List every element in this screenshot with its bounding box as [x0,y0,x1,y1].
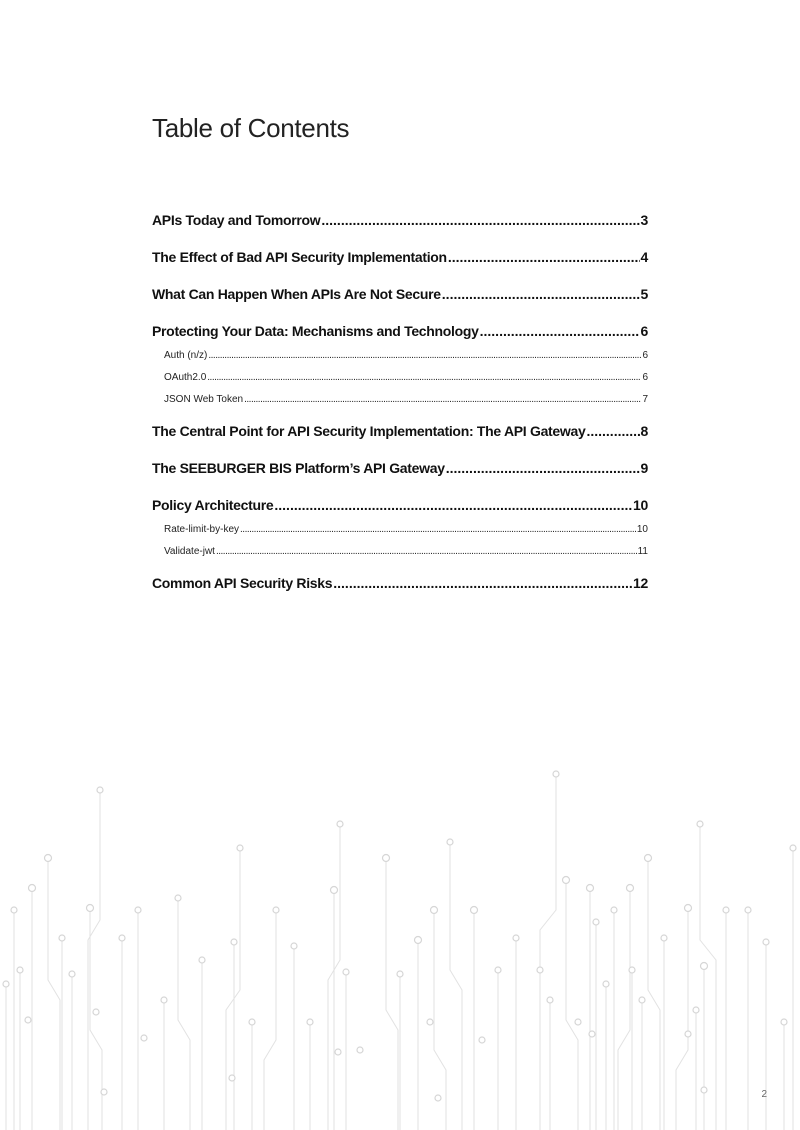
toc-entry[interactable] [152,460,648,482]
toc-subentry-page: 11 [637,546,648,557]
toc-entry-label: APIs Today and Tomorrow [152,212,321,228]
toc-dot-leader [480,323,640,339]
toc-subentry[interactable] [152,546,648,563]
toc-dot-leader [446,460,640,476]
toc-entry[interactable] [152,286,648,308]
toc-subentry[interactable] [152,524,648,541]
toc-dot-leader [240,524,636,535]
toc-subentry-label: Validate-jwt [164,546,215,557]
toc-entry-label: The Effect of Bad API Security Implementation [152,249,447,265]
toc-subentry[interactable] [152,350,648,367]
toc-dot-leader [321,212,639,228]
toc-subentry-page: 7 [642,394,648,405]
toc-subentry[interactable] [152,394,648,411]
toc-subentry-label: Auth (n/z) [164,350,208,361]
toc-dot-leader [448,249,640,265]
toc-subentry-label: OAuth2.0 [164,372,207,383]
toc-entry-label: Policy Architecture [152,497,274,513]
toc-entry-page: 5 [640,286,648,302]
page-number: 2 [761,1089,767,1100]
toc-dot-leader [208,350,641,361]
toc-entry-page: 12 [633,575,648,591]
toc-dot-leader [216,546,637,557]
toc-entry-page: 6 [640,323,648,339]
toc-entry-page: 4 [640,249,648,265]
toc-entry[interactable] [152,423,648,445]
toc-entry[interactable] [152,575,648,597]
toc-subentry-page: 10 [636,524,648,535]
toc-dot-leader [586,423,639,439]
toc-subentry-page: 6 [642,350,648,361]
toc-entry-label: The SEEBURGER BIS Platform’s API Gateway [152,460,445,476]
toc-dot-leader [442,286,640,302]
toc-subentry-label: JSON Web Token [164,394,244,405]
toc-dot-leader [274,497,632,513]
toc-entry-label: Protecting Your Data: Mechanisms and Technology [152,323,479,339]
toc-dot-leader [207,372,641,383]
toc-entry-page: 3 [640,212,648,228]
toc-subentry-label: Rate-limit-by-key [164,524,240,535]
toc-entry[interactable] [152,212,648,234]
toc-entry-label: What Can Happen When APIs Are Not Secure [152,286,441,302]
toc-entry[interactable] [152,497,648,519]
toc-dot-leader [244,394,641,405]
toc-entry[interactable] [152,249,648,271]
toc-entry-label: The Central Point for API Security Implementation: The API Gateway [152,423,586,439]
toc-entry-page: 8 [640,423,648,439]
circuit-board-decoration [0,760,800,1130]
toc-subentry[interactable] [152,372,648,389]
toc-entry[interactable] [152,323,648,345]
page-title: Table of Contents [152,113,350,144]
toc-entry-label: Common API Security Risks [152,575,333,591]
toc-subentry-page: 6 [642,372,648,383]
toc-entry-page: 9 [640,460,648,476]
toc-entry-page: 10 [633,497,648,513]
toc-dot-leader [333,575,632,591]
table-of-contents [152,212,648,612]
